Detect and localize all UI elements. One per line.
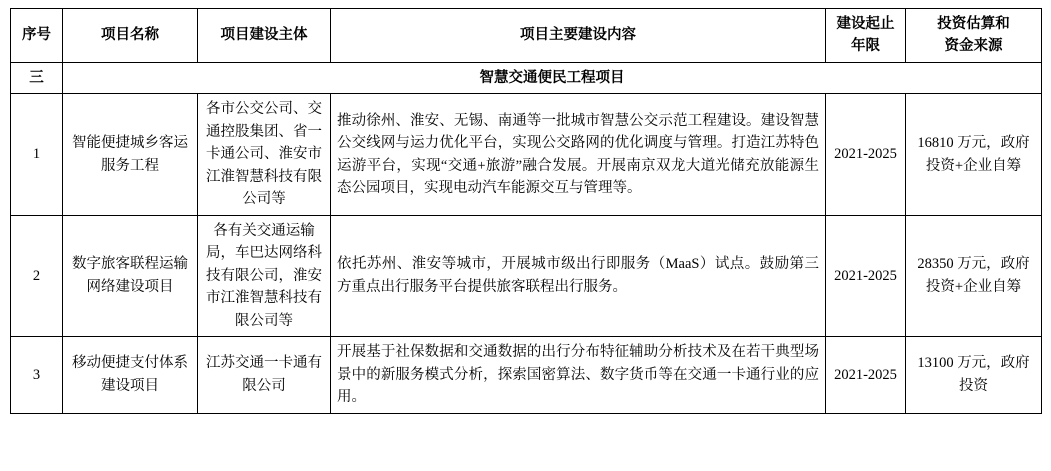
header-cell-no: 序号 — [11, 9, 63, 63]
project-table — [10, 8, 1042, 414]
row-project-name: 智能便捷城乡客运服务工程 — [63, 94, 198, 215]
row-investment: 13100 万元，政府投资 — [906, 337, 1042, 413]
row-years: 2021-2025 — [826, 337, 906, 413]
header-cell-content: 项目主要建设内容 — [331, 9, 826, 63]
header-cell-subject: 项目建设主体 — [198, 9, 331, 63]
row-number: 3 — [11, 337, 63, 413]
header-cell-investment — [906, 9, 1042, 63]
section-number: 三 — [11, 62, 63, 93]
table-row — [11, 215, 1042, 336]
row-project-content: 依托苏州、淮安等城市，开展城市级出行即服务（MaaS）试点。鼓励第三方重点出行服务平台提供旅客联程出行服务。 — [331, 215, 826, 336]
row-investment: 28350 万元，政府投资+企业自筹 — [906, 215, 1042, 336]
row-investment: 16810 万元，政府投资+企业自筹 — [906, 94, 1042, 215]
header-investment-line1: 投资估算和 — [937, 16, 1010, 32]
header-cell-years — [826, 9, 906, 63]
header-cell-name: 项目名称 — [63, 9, 198, 63]
row-years: 2021-2025 — [826, 94, 906, 215]
section-title: 智慧交通便民工程项目 — [63, 62, 1042, 93]
row-number: 2 — [11, 215, 63, 336]
table-row — [11, 337, 1042, 413]
table-row — [11, 94, 1042, 215]
row-project-name: 数字旅客联程运输网络建设项目 — [63, 215, 198, 336]
row-project-content: 推动徐州、淮安、无锡、南通等一批城市智慧公交示范工程建设。建设智慧公交线网与运力优化平台，实现公交路网的优化调度与管理。打造江苏特色运游平台，实现“交通+旅游”融合发展。开展南京双龙大道光储充放能源生态公园项目，实现电动汽车能源交互与管理等。 — [331, 94, 826, 215]
header-years-line1: 建设起止 — [836, 16, 895, 32]
row-years: 2021-2025 — [826, 215, 906, 336]
row-project-subject: 江苏交通一卡通有限公司 — [198, 337, 331, 413]
row-project-content: 开展基于社保数据和交通数据的出行分布特征辅助分析技术及在若干典型场景中的新服务模式分析，探索国密算法、数字货币等在交通一卡通行业的应用。 — [331, 337, 826, 413]
section-row — [11, 62, 1042, 93]
header-investment-line2: 资金来源 — [944, 38, 1003, 55]
row-project-subject: 各有关交通运输局，车巴达网络科技有限公司，淮安市江淮智慧科技有限公司等 — [198, 215, 331, 336]
header-row — [11, 9, 1042, 63]
table-body — [11, 62, 1042, 413]
table-header — [11, 9, 1042, 63]
header-years-line2: 年限 — [851, 38, 880, 55]
row-number: 1 — [11, 94, 63, 215]
row-project-name: 移动便捷支付体系建设项目 — [63, 337, 198, 413]
row-project-subject: 各市公交公司、交通控股集团、省一卡通公司、淮安市江淮智慧科技有限公司等 — [198, 94, 331, 215]
